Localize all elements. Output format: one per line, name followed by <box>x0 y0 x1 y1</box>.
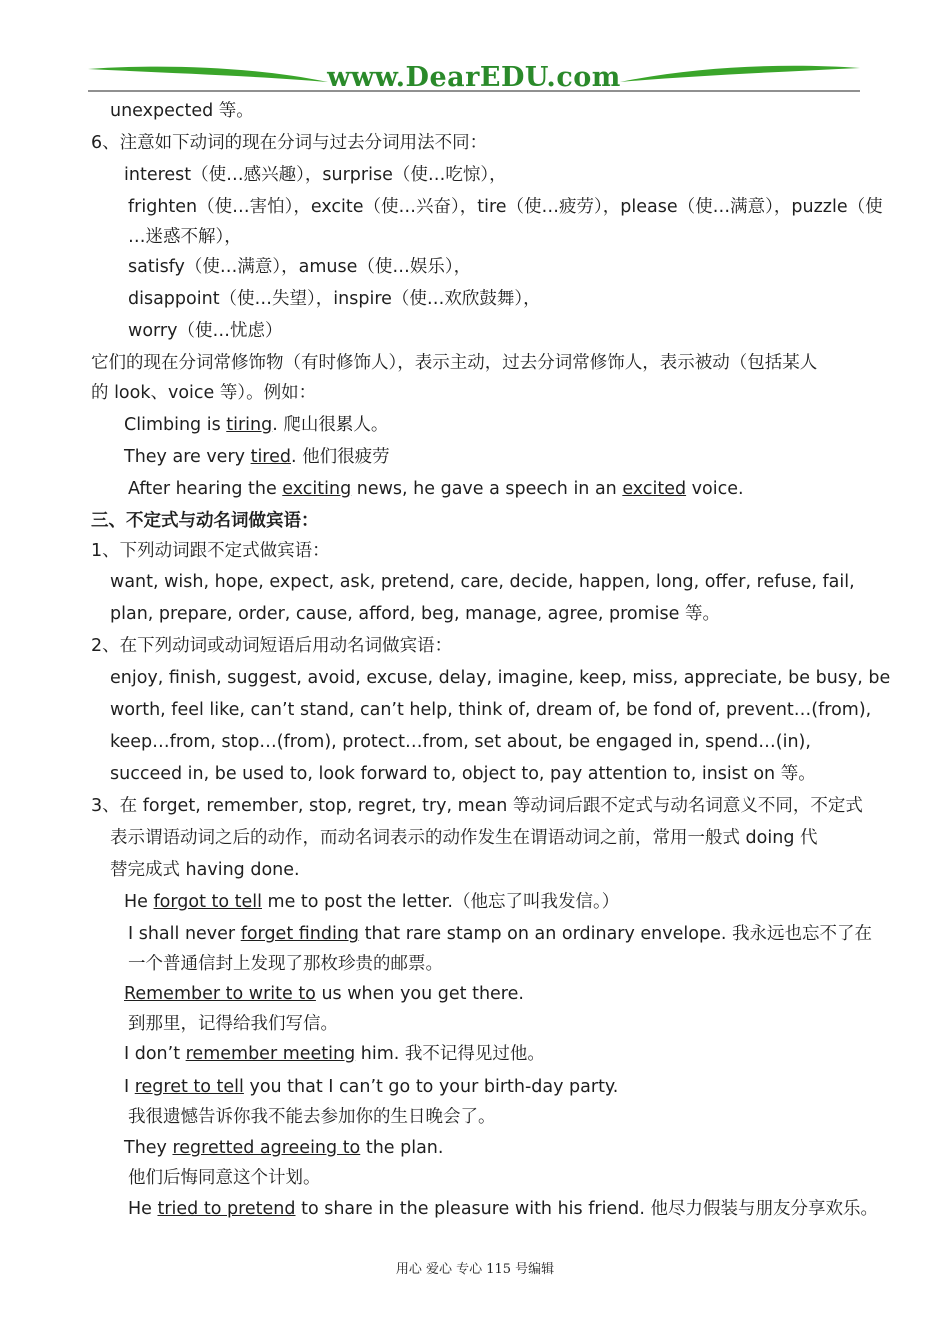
underlined-phrase: tried to pretend <box>157 1199 296 1219</box>
text-line: 的 look、voice 等）。例如： <box>91 383 317 403</box>
text-line: satisfy（使…满意），amuse（使…娱乐）， <box>128 257 472 277</box>
example-sentence: I don’t remember meeting him. 我不记得见过他。 <box>124 1044 545 1064</box>
text-line: keep…from, stop…(from), protect…from, set about, be engaged in, spend…(in), <box>110 732 811 752</box>
text-line: unexpected 等。 <box>110 101 254 121</box>
example-sentence: Climbing is tiring. 爬山很累人。 <box>124 415 389 435</box>
page-footer: 用心 爱心 专心 115 号编辑 <box>395 1262 555 1277</box>
site-logo-text: www.DearEDU.com <box>327 62 621 93</box>
text-line: disappoint（使…失望），inspire（使…欢欣鼓舞）， <box>128 289 541 309</box>
translation-line: 到那里，记得给我们写信。 <box>128 1014 338 1034</box>
text-line: enjoy, finish, suggest, avoid, excuse, delay, imagine, keep, miss, appreciate, be busy, be <box>110 668 891 688</box>
underlined-phrase: forget finding <box>240 924 360 944</box>
text-line: 表示谓语动词之后的动作，而动名词表示的动作发生在谓语动词之前，常用一般式 doing 代 <box>110 828 818 848</box>
example-sentence: I regret to tell you that I can’t go to your birth-day party. <box>124 1077 619 1097</box>
underlined-phrase: Remember to write to <box>124 984 316 1004</box>
translation-line: 一个普通信封上发现了那枚珍贵的邮票。 <box>128 954 443 974</box>
item-3-heading: 3、在 forget, remember, stop, regret, try, mean 等动词后跟不定式与动名词意义不同，不定式 <box>91 796 863 816</box>
item-1-heading: 1、下列动词跟不定式做宾语： <box>91 541 330 561</box>
item-6-heading: 6、注意如下动词的现在分词与过去分词用法不同： <box>91 133 488 153</box>
underlined-phrase: remember meeting <box>185 1044 356 1064</box>
text-line: …迷惑不解）， <box>128 227 242 247</box>
underlined-phrase: regret to tell <box>134 1077 244 1097</box>
text-line: plan, prepare, order, cause, afford, beg, manage, agree, promise 等。 <box>110 604 720 624</box>
example-sentence: They are very tired. 他们很疲劳 <box>124 447 390 467</box>
section-heading: 三、不定式与动名词做宾语： <box>91 511 319 531</box>
translation-line: 他们后悔同意这个计划。 <box>128 1168 321 1188</box>
underlined-phrase: tiring <box>226 415 273 435</box>
underlined-phrase: regretted agreeing to <box>172 1138 361 1158</box>
text-line: succeed in, be used to, look forward to, object to, pay attention to, insist on 等。 <box>110 764 816 784</box>
example-sentence: After hearing the exciting news, he gave a speech in an excited voice. <box>128 479 744 499</box>
text-line: interest（使…感兴趣），surprise（使…吃惊）， <box>124 165 507 185</box>
example-sentence: He tried to pretend to share in the pleasure with his friend. 他尽力假装与朋友分享欢乐。 <box>128 1199 879 1219</box>
underlined-phrase: forgot to tell <box>153 892 262 912</box>
item-2-heading: 2、在下列动词或动词短语后用动名词做宾语： <box>91 636 453 656</box>
page-header <box>88 60 860 94</box>
text-line: 它们的现在分词常修饰物（有时修饰人），表示主动，过去分词常修饰人，表示被动（包括某人 <box>91 353 818 373</box>
text-line: worth, feel like, can’t stand, can’t help, think of, dream of, be fond of, prevent…(from), <box>110 700 872 720</box>
text-line: frighten（使…害怕），excite（使…兴奋），tire（使…疲劳），please（使…满意），puzzle（使 <box>128 197 883 217</box>
underlined-phrase: exciting <box>282 479 352 499</box>
text-line: want, wish, hope, expect, ask, pretend, care, decide, happen, long, offer, refuse, fail, <box>110 572 855 592</box>
example-sentence: They regretted agreeing to the plan. <box>124 1138 444 1158</box>
text-line: 替完成式 having done. <box>110 860 300 880</box>
example-sentence: Remember to write to us when you get there. <box>124 984 524 1004</box>
underlined-phrase: tired <box>250 447 291 467</box>
underlined-phrase: excited <box>622 479 687 499</box>
example-sentence: I shall never forget finding that rare stamp on an ordinary envelope. 我永远也忘不了在 <box>128 924 872 944</box>
example-sentence: He forgot to tell me to post the letter.（他忘了叫我发信。） <box>124 892 620 912</box>
text-line: worry（使…忧虑） <box>128 321 283 341</box>
translation-line: 我很遗憾告诉你我不能去参加你的生日晚会了。 <box>128 1107 496 1127</box>
